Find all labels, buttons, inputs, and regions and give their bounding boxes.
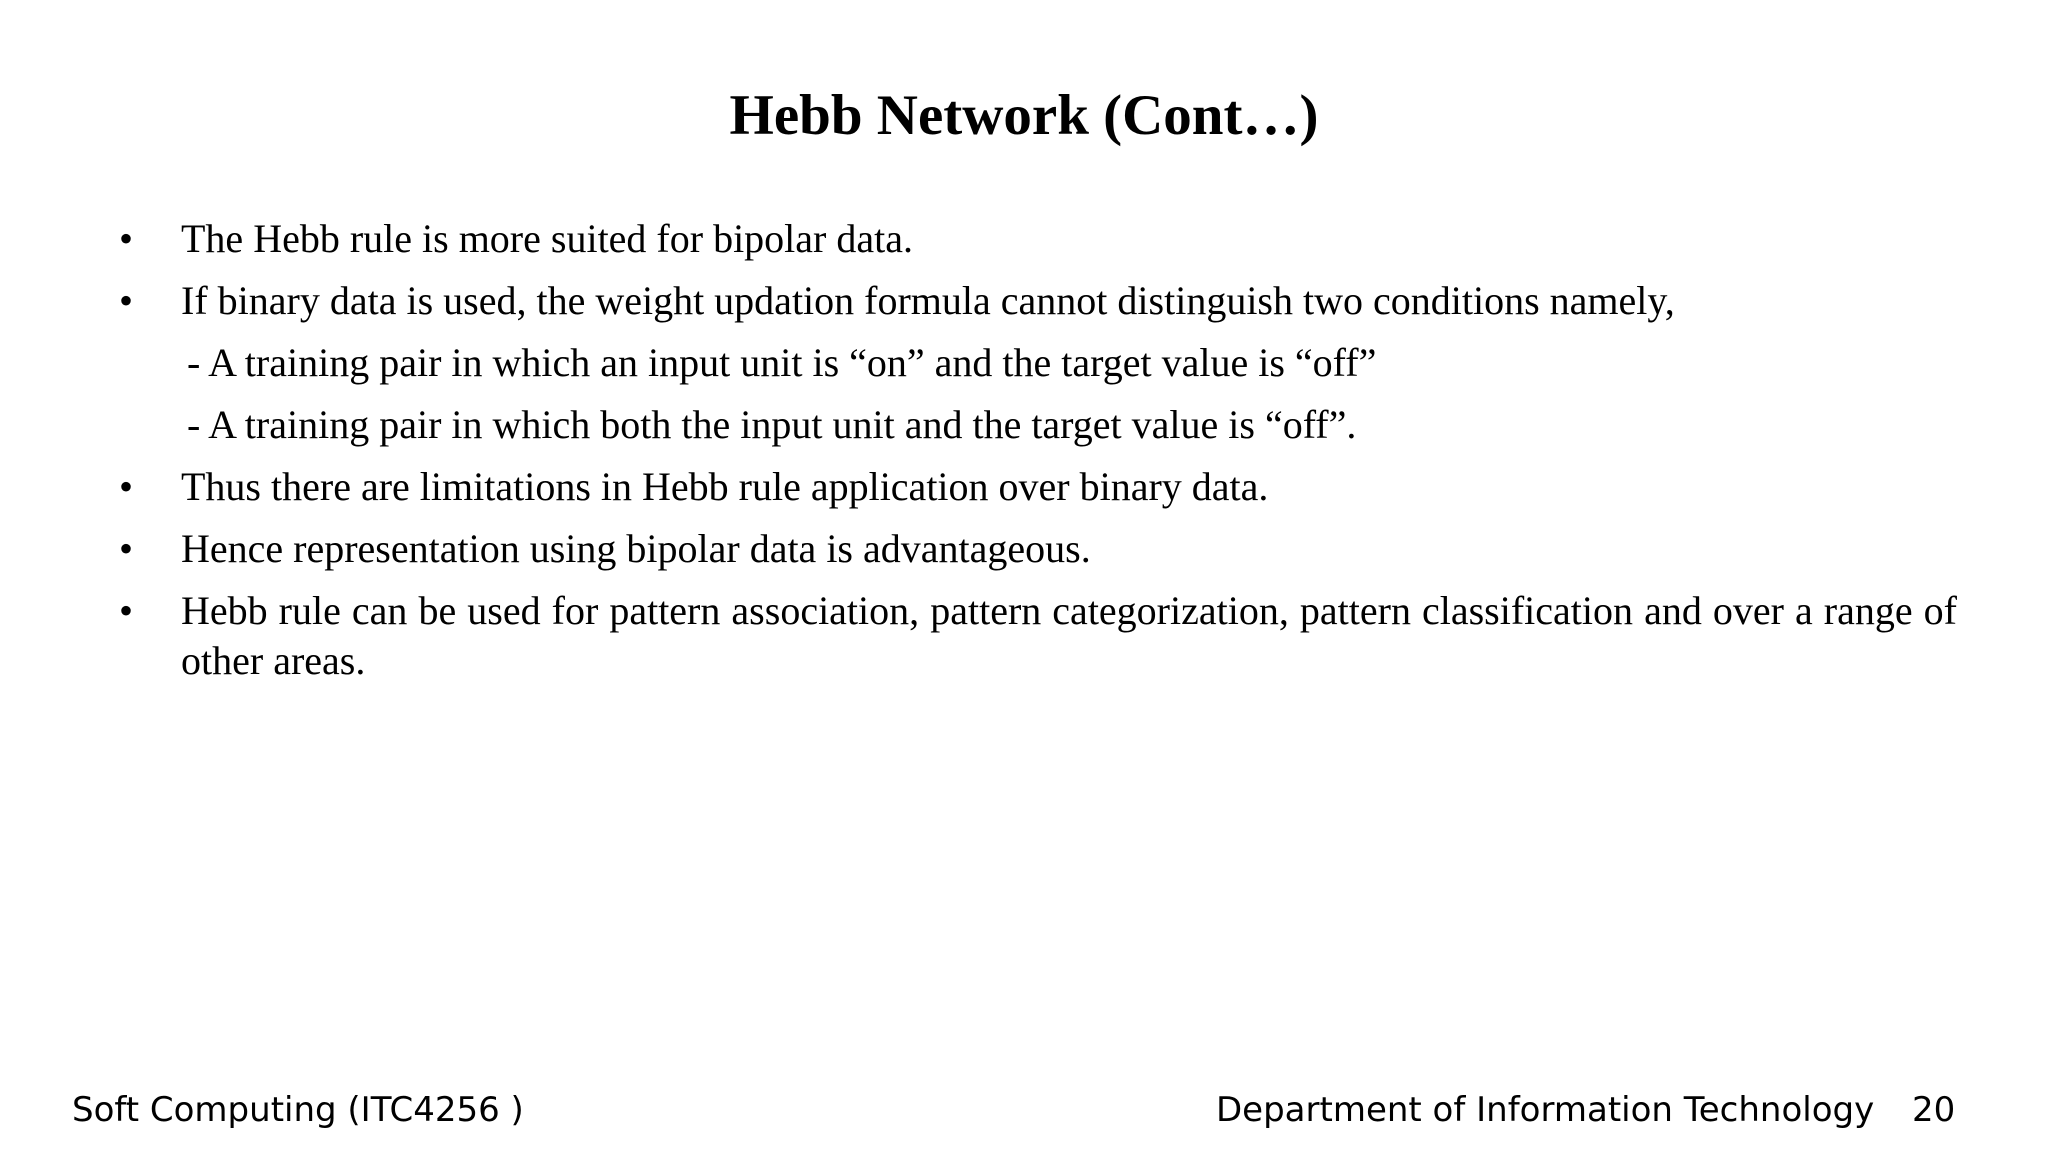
bullet-marker: • (119, 216, 134, 261)
bullet-marker: • (119, 526, 134, 571)
sub-item: - A training pair in which both the input unit and the target value is “off”. (187, 402, 1357, 447)
bullet-item: Hence representation using bipolar data is advantageous. (181, 526, 1091, 571)
bullet-marker: • (119, 588, 134, 633)
bullet-item: If binary data is used, the weight updation formula cannot distinguish two conditions namely, (181, 278, 1675, 323)
sub-item: - A training pair in which an input unit is “on” and the target value is “off” (187, 340, 1377, 385)
bullet-item: The Hebb rule is more suited for bipolar data. (181, 216, 913, 261)
footer-page-number: 20 (1912, 1090, 1956, 1130)
footer-department: Department of Information Technology (1216, 1090, 1875, 1130)
bullet-item: Hebb rule can be used for pattern association, pattern categorization, pattern classification and over a range of other areas. (181, 588, 1957, 683)
bullet-marker: • (119, 278, 134, 323)
footer-course: Soft Computing (ITC4256 ) (72, 1090, 524, 1130)
bullet-item: Thus there are limitations in Hebb rule application over binary data. (181, 464, 1269, 509)
slide-title: Hebb Network (Cont…) (729, 84, 1319, 147)
bullet-marker: • (119, 464, 134, 509)
